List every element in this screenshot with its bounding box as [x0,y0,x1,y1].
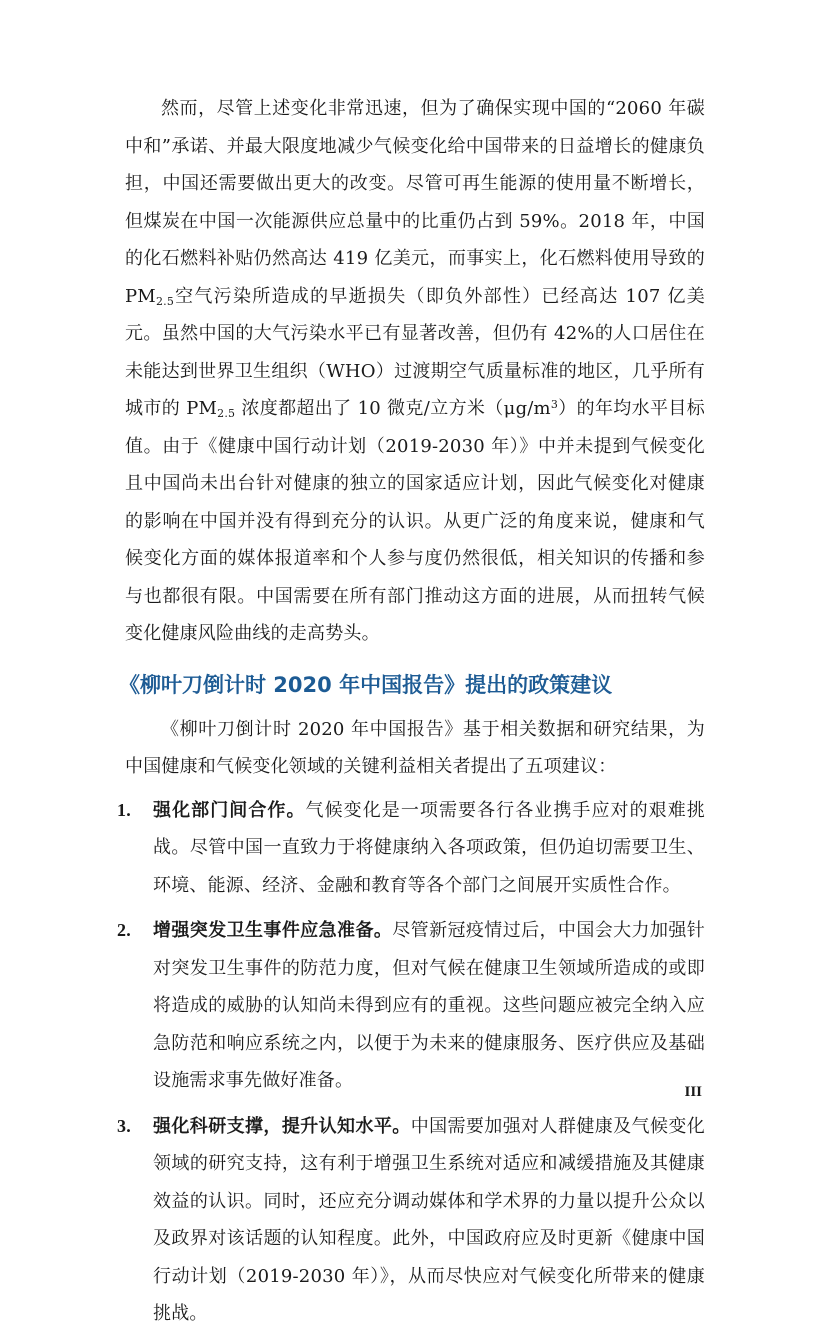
intro-paragraph: 《柳叶刀倒计时 2020 年中国报告》基于相关数据和研究结果，为中国健康和气候变化领域的关键利益相关者提出了五项建议： [125,718,705,777]
recommendation-title: 增强突发卫生事件应急准备。 [153,920,393,941]
page-number: III [684,1084,702,1100]
recommendation-title: 强化部门间合作。 [153,799,306,821]
recommendation-item [117,792,705,905]
document-body [117,90,705,1341]
paragraph-text: 空气污染所造成的早逝损失（即负外部性）已经高达 107 亿美元。虽然中国的大气污染水平已有显著改善，但仍有 42%的人口居住在未能达到世界卫生组织（WHO）过渡期空气质量标准的地区，几乎所有城市的 PM [125,285,705,419]
recommendation-list [117,792,705,1333]
paragraph-text: 浓度都超出了 10 微克/立方米（μg/m [235,398,551,419]
recommendation-body: 尽管新冠疫情过后，中国会大力加强针对突发卫生事件的防范力度，但对气候在健康卫生领域所造成的或即将造成的威胁的认知尚未得到应有的重视。这些问题应被完全纳入应急防范和响应系统之内，以便于为未来的健康服务、医疗供应及基础设施需求事先做好准备。 [153,920,705,1091]
recommendation-item [117,1108,705,1333]
pm-subscript: 2.5 [155,294,175,308]
section-heading: 《柳叶刀倒计时 2020 年中国报告》提出的政策建议 [119,672,613,697]
body-paragraph [125,90,705,653]
recommendation-number: 3. [117,1115,131,1136]
unit-superscript: 3 [550,398,559,411]
recommendation-item [117,912,705,1100]
recommendation-body: 气候变化是一项需要各行各业携手应对的艰难挑战。尽管中国一直致力于将健康纳入各项政策，但仍迫切需要卫生、环境、能源、经济、金融和教育等各个部门之间展开实质性合作。 [153,799,705,896]
pm-subscript: 2.5 [217,407,236,420]
paragraph-text: ）的年均水平目标值。由于《健康中国行动计划（2019-2030 年）》中并未提到气候变化且中国尚未出台针对健康的独立的国家适应计划，因此气候变化对健康的影响在中国并没有得到充分的认识。从更广泛的角度来说，健康和气候变化方面的媒体报道率和个人参与度仍然很低，相关知识的传播和参与也都很有限。中国需要在所有部门推动这方面的进展，从而扭转气候变化健康风险曲线的走高势头。 [125,398,705,644]
recommendation-body: 中国需要加强对人群健康及气候变化领域的研究支持，这有利于增强卫生系统对适应和减缓措施及其健康效益的认识。同时，还应充分调动媒体和学术界的力量以提升公众以及政界对该话题的认知程度。此外，中国政府应及时更新《健康中国行动计划（2019-2030 年）》，从而尽快应对气候变化所带来的健康挑战。 [153,1115,705,1324]
recommendation-title: 强化科研支撑，提升认知水平。 [153,1115,411,1137]
recommendation-number: 1. [117,799,131,820]
paragraph-text: 然而，尽管上述变化非常迅速，但为了确保实现中国的“2060 年碳中和”承诺、并最大限度地减少气候变化给中国带来的日益增长的健康负担，中国还需要做出更大的改变。尽管可再生能源的使用量不断增长，但煤炭在中国一次能源供应总量中的比重仍占到 59%。2018 年，中国的化石燃料补贴仍然高达 419 亿美元，而事实上，化石燃料使用导致的 PM [125,98,705,307]
recommendation-number: 2. [117,920,131,940]
